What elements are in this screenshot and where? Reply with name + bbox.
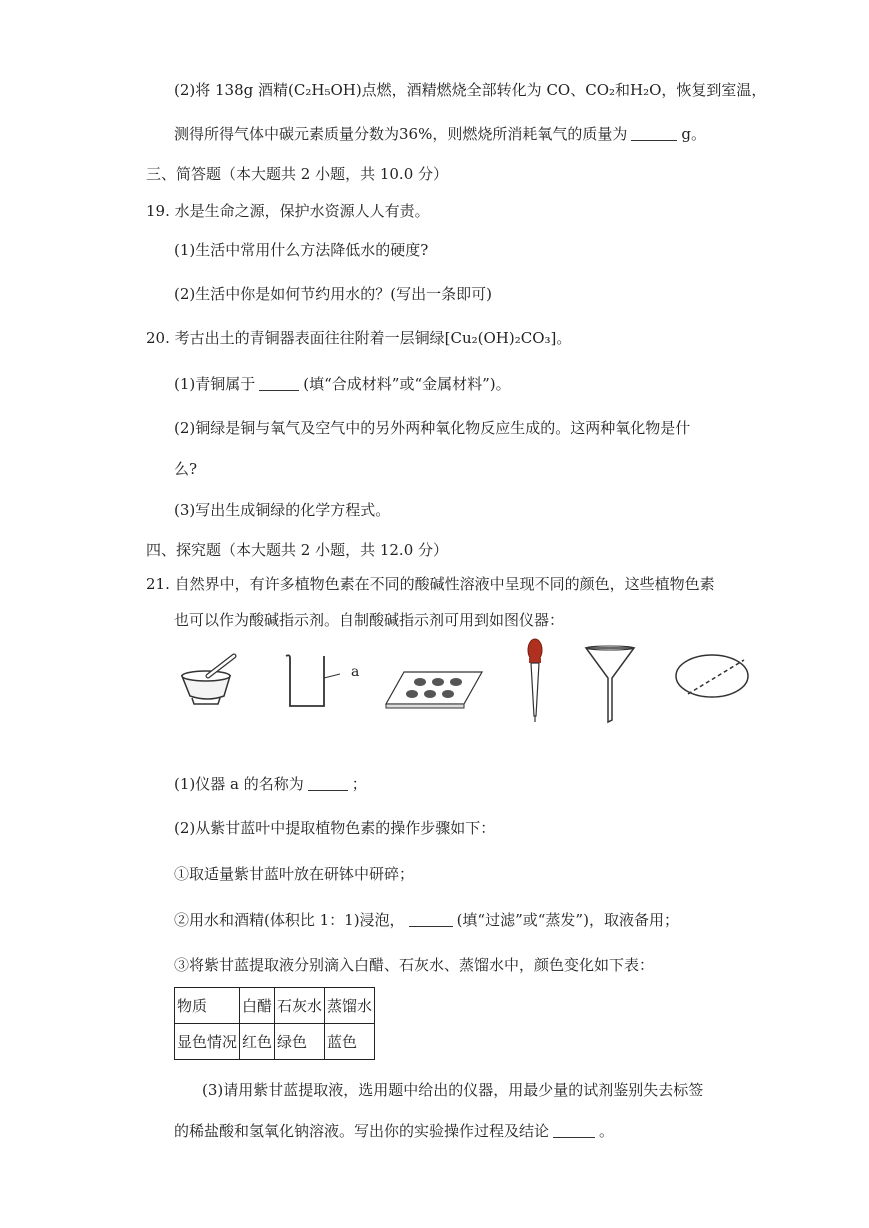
step-2-hint: (填“过滤”或“蒸发”)，取液备用；	[456, 911, 679, 929]
question-19-part1: (1)生活中常用什么方法降低水的硬度?	[174, 241, 429, 259]
filter-paper-icon	[672, 652, 752, 700]
question-20-part2-line2: 么?	[174, 460, 198, 478]
label-a: a	[351, 664, 360, 680]
table-cell: 白醋	[240, 988, 275, 1024]
q20-part1-hint: (填“合成材料”或“金属材料”)。	[303, 375, 511, 393]
table-cell: 石灰水	[275, 988, 325, 1024]
q21-part1-end: ；	[351, 775, 367, 793]
mortar-icon	[176, 652, 240, 708]
q18-part2-text: 测得所得气体中碳元素质量分数为36%，则燃烧所消耗氧气的质量为	[174, 125, 628, 143]
color-table	[174, 987, 375, 1060]
answer-blank[interactable]	[553, 1123, 595, 1138]
q18-part2-line2	[174, 124, 706, 144]
q18-part2-unit: g。	[681, 125, 706, 143]
q20-part1-text: (1)青铜属于	[174, 375, 256, 393]
q21-part1-text: (1)仪器 a 的名称为	[174, 775, 304, 793]
beaker-icon	[282, 650, 348, 712]
step-3: ③将紫甘蓝提取液分别滴入白醋、石灰水、蒸馏水中，颜色变化如下表：	[174, 956, 655, 974]
question-21-line1: 21. 自然界中，有许多植物色素在不同的酸碱性溶液中呈现不同的颜色，这些植物色素	[146, 575, 715, 593]
q21-part3-end: 。	[599, 1122, 615, 1140]
step-1: ①取适量紫甘蓝叶放在研钵中研碎；	[174, 865, 415, 883]
section-4-heading: 四、探究题（本大题共 2 小题，共 12.0 分）	[146, 541, 449, 559]
question-19: 19. 水是生命之源，保护水资源人人有责。	[146, 202, 430, 220]
question-20-part1	[174, 374, 511, 394]
answer-blank[interactable]	[409, 912, 453, 927]
answer-blank[interactable]	[259, 376, 299, 391]
table-cell: 绿色	[275, 1024, 325, 1060]
q18-part2-line1: (2)将 138g 酒精(C₂H₅OH)点燃，酒精燃烧全部转化为 CO、CO₂和H₂O，恢复到室温，	[174, 81, 767, 99]
table-cell: 红色	[240, 1024, 275, 1060]
table-cell: 显色情况	[175, 1024, 240, 1060]
funnel-icon	[584, 644, 636, 724]
question-21-part3-line1: (3)请用紫甘蓝提取液，选用题中给出的仪器，用最少量的试剂鉴别失去标签	[202, 1081, 704, 1099]
question-20-part3: (3)写出生成铜绿的化学方程式。	[174, 501, 391, 519]
section-3-heading: 三、简答题（本大题共 2 小题，共 10.0 分）	[146, 165, 449, 183]
question-20: 20. 考古出土的青铜器表面往往附着一层铜绿[Cu₂(OH)₂CO₃]。	[146, 329, 572, 347]
table-row	[175, 988, 375, 1024]
question-19-part2: (2)生活中你是如何节约用水的？(写出一条即可)	[174, 285, 492, 303]
question-21-part2: (2)从紫甘蓝叶中提取植物色素的操作步骤如下：	[174, 819, 496, 837]
table-cell: 蓝色	[325, 1024, 375, 1060]
question-21-part3-line2	[174, 1121, 614, 1141]
spot-plate-icon	[384, 668, 484, 712]
question-20-part2-line1: (2)铜绿是铜与氧气及空气中的另外两种氧化物反应生成的。这两种氧化物是什	[174, 419, 691, 437]
answer-blank[interactable]	[631, 126, 677, 141]
answer-blank[interactable]	[308, 776, 348, 791]
dropper-icon	[524, 638, 546, 724]
table-row	[175, 1024, 375, 1060]
q21-part3-text: 的稀盐酸和氢氧化钠溶液。写出你的实验操作过程及结论	[174, 1122, 550, 1140]
question-21-part1	[174, 774, 367, 794]
table-cell: 蒸馏水	[325, 988, 375, 1024]
table-cell: 物质	[175, 988, 240, 1024]
question-21-line2: 也可以作为酸碱指示剂。自制酸碱指示剂可用到如图仪器：	[174, 611, 565, 629]
step-2	[174, 910, 679, 930]
step-2-text: ②用水和酒精(体积比 1：1)浸泡，	[174, 911, 405, 929]
